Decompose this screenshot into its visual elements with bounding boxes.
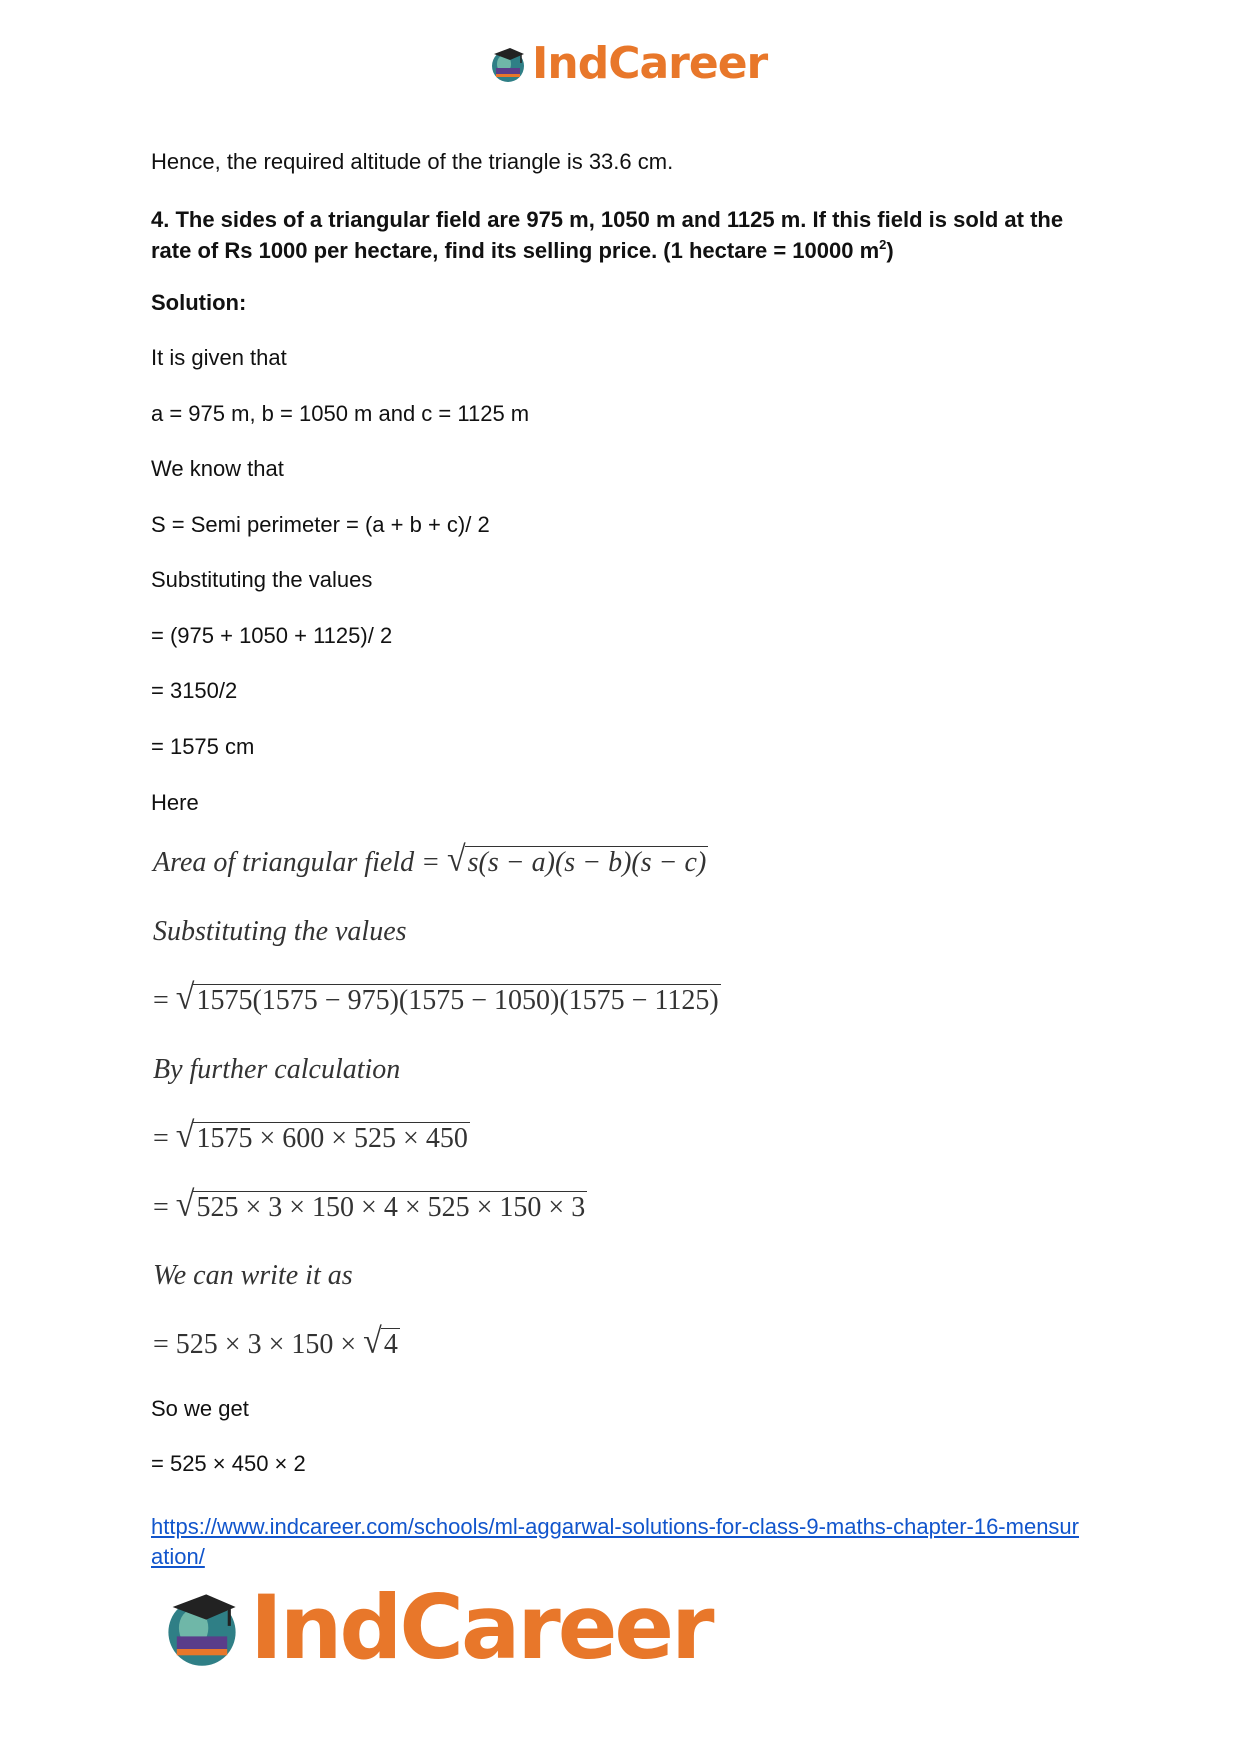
- area-lhs: Area of triangular field =: [153, 847, 447, 878]
- area-sqrt: [446, 840, 708, 879]
- footer-logo[interactable]: [160, 1576, 712, 1679]
- math-step-3: [153, 1185, 587, 1224]
- math-step-2: [153, 1116, 470, 1155]
- sqrt-step-1: [175, 978, 721, 1017]
- here-label: Here: [151, 790, 199, 815]
- logo-text: IndCareer: [250, 1576, 712, 1679]
- math-substituting: Substituting the values: [153, 916, 407, 947]
- question-4: [151, 204, 1091, 266]
- step-div: = 3150/2: [151, 678, 238, 703]
- graduation-globe-icon: [160, 1586, 244, 1670]
- semi-perimeter-formula: S = Semi perimeter = (a + b + c)/ 2: [151, 512, 490, 537]
- sqrt-step-3: [175, 1185, 587, 1224]
- final-step: = 525 × 450 × 2: [151, 1451, 306, 1476]
- solution-label: Solution:: [151, 290, 247, 315]
- radical-icon: √: [363, 1322, 382, 1361]
- logo-text: IndCareer: [532, 38, 768, 89]
- question-close: ): [886, 238, 894, 263]
- so-we-get: So we get: [151, 1396, 249, 1421]
- equals-sign: =: [153, 985, 176, 1016]
- question-superscript: 2: [879, 237, 887, 252]
- equals-sign: =: [153, 1123, 176, 1154]
- radical-icon: √: [175, 1116, 195, 1155]
- radicand-step-2: 1575 × 600 × 525 × 450: [193, 1122, 469, 1153]
- simplified-prefix: = 525 × 3 × 150 ×: [153, 1329, 364, 1360]
- area-formula: [153, 840, 708, 879]
- step-result: = 1575 cm: [151, 734, 255, 759]
- radical-icon: √: [446, 840, 466, 879]
- substituting-label: Substituting the values: [151, 567, 373, 592]
- math-step-4: [153, 1322, 400, 1361]
- math-write-as: We can write it as: [153, 1260, 353, 1291]
- given-values: a = 975 m, b = 1050 m and c = 1125 m: [151, 401, 530, 426]
- step-sum: = (975 + 1050 + 1125)/ 2: [151, 623, 393, 648]
- area-radicand: s(s − a)(s − b)(s − c): [465, 846, 709, 877]
- radicand-step-1: 1575(1575 − 975)(1575 − 1050)(1575 − 1125): [193, 984, 720, 1015]
- header-logo[interactable]: [488, 38, 768, 89]
- graduation-globe-icon: [488, 44, 528, 84]
- intro-sentence: Hence, the required altitude of the triangle is 33.6 cm.: [151, 149, 674, 174]
- math-further: By further calculation: [153, 1054, 401, 1085]
- know-label: We know that: [151, 456, 284, 481]
- sqrt-step-2: [175, 1116, 470, 1155]
- given-label: It is given that: [151, 345, 287, 370]
- question-text: 4. The sides of a triangular field are 975 m, 1050 m and 1125 m. If this field is sold at the rate of Rs 1000 per hectare, find its selling price. (1 hectare = 10000 m: [151, 207, 1064, 263]
- radical-icon: √: [175, 1185, 195, 1224]
- radicand-step-3: 525 × 3 × 150 × 4 × 525 × 150 × 3: [193, 1191, 587, 1222]
- math-step-1: [153, 978, 721, 1017]
- source-link[interactable]: https://www.indcareer.com/schools/ml-aggarwal-solutions-for-class-9-maths-chapter-16-mensuration/: [151, 1514, 1079, 1569]
- equals-sign: =: [153, 1192, 176, 1223]
- radical-icon: √: [175, 978, 195, 1017]
- sqrt-step-4: [363, 1322, 400, 1361]
- radicand-step-4: 4: [381, 1328, 400, 1359]
